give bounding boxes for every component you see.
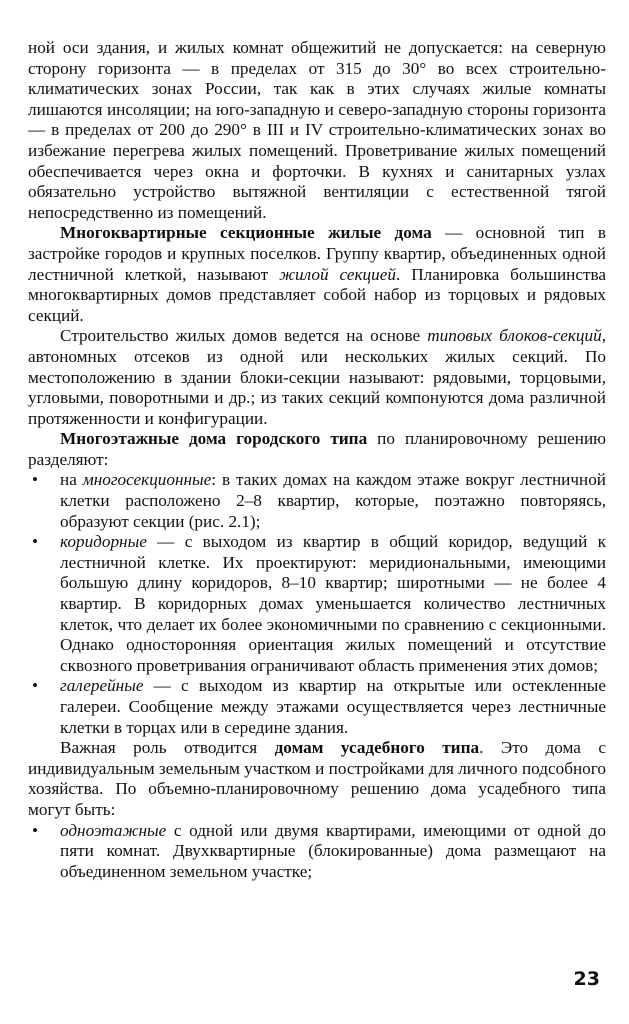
- italic-term: галерейные: [60, 676, 144, 696]
- bullet-item: [28, 532, 606, 676]
- italic-term: жилой секцией: [279, 264, 396, 284]
- bullet-item: [28, 676, 606, 738]
- italic-term: многосекционные: [82, 470, 212, 490]
- bold-term: Многоквартирные секционные жилые дома: [60, 223, 432, 243]
- page-text: [28, 38, 606, 882]
- bullet-marker: •: [32, 532, 39, 552]
- text-run: — с выходом из квартир на открытые или остекленные галереи. Сообщение между этажами осуществляется через лестничные клетки в торцах или в середине здания.: [60, 676, 606, 737]
- bullet-marker: •: [32, 676, 39, 696]
- bold-term: домам усадебного типа: [274, 738, 480, 758]
- paragraph: [28, 738, 606, 820]
- text-run: на: [60, 470, 83, 490]
- text-run: : в таких домах на каждом этаже вокруг лестничной клетки расположено 2–8 квартир, которые, поэтажно повторяясь, образуют секции (рис. 2.1);: [60, 470, 606, 531]
- text-run: по планировочному решению разделяют:: [28, 429, 606, 469]
- italic-term: типовых блоков-секций: [427, 326, 602, 346]
- page-number: 23: [573, 968, 600, 990]
- paragraph: [28, 326, 606, 429]
- bold-term: Многоэтажные дома городского типа: [60, 429, 368, 449]
- bullet-item: [28, 821, 606, 883]
- italic-term: одноэтажные: [60, 820, 167, 840]
- text-run: с одной или двумя квартирами, имеющими от одной до пяти комнат. Двухквартирные (блокированные) дома размещают на объединенном земельном участке;: [60, 820, 606, 881]
- italic-term: коридорные: [60, 532, 147, 552]
- text-run: Строительство жилых домов ведется на основе: [60, 326, 428, 346]
- text-run: Важная роль отводится: [60, 738, 275, 758]
- bullet-item: [28, 470, 606, 532]
- text-run: ной оси здания, и жилых комнат общежитий не допускается: на северную сторону горизонта — в пределах от 315 до 30° во всех строительно-климатических зонах России, так как в этих случаях жилые комнаты лишаются инсоляции; на юго-западную и северо-западную стороны горизонта — в пределах от 200 до 290° в III и IV строительно-климатических зонах во избежание перегрева жилых помещений. Проветривание жилых помещений обеспечивается через окна и форточки. В кухнях и санитарных узлах обязательно устройство вытяжной вентиляции с естественной тягой непосредственно из помещений.: [28, 38, 606, 222]
- paragraph: [28, 38, 606, 223]
- bullet-marker: •: [32, 820, 39, 840]
- text-run: , автономных отсеков из одной или нескольких жилых секций. По местоположению в здании блоки-секции называют: рядовыми, торцовыми, угловыми, поворотными и др.; из таких секций компонуются дома различной протяженности и конфигурации.: [28, 326, 607, 428]
- bullet-marker: •: [32, 470, 39, 490]
- text-run: — основной тип в застройке городов и крупных поселков. Группу квартир, объединенных одной лестничной клеткой, называют: [28, 223, 607, 284]
- text-run: — с выходом из квартир в общий коридор, ведущий к лестничной клетке. Их проектируют: меридиональными, имеющими большую длину коридоров, 8–10 квартир; широтными — не более 4 квартир. В коридорных домах уменьшается количество лестничных клеток, что делает их более экономичными по сравнению с секционными. Однако односторонняя ориентация жилых помещений и отсутствие сквозного проветривания ограничивают область применения этих домов;: [60, 532, 606, 675]
- paragraph: [28, 429, 606, 470]
- paragraph: [28, 223, 606, 326]
- text-run: . Планировка большинства многоквартирных домов представляет собой набор из торцовых и рядовых секций.: [28, 264, 606, 325]
- text-run: . Это дома с индивидуальным земельным участком и постройками для личного подсобного хозяйства. По объемно-планировочному решению дома усадебного типа могут быть:: [28, 738, 606, 819]
